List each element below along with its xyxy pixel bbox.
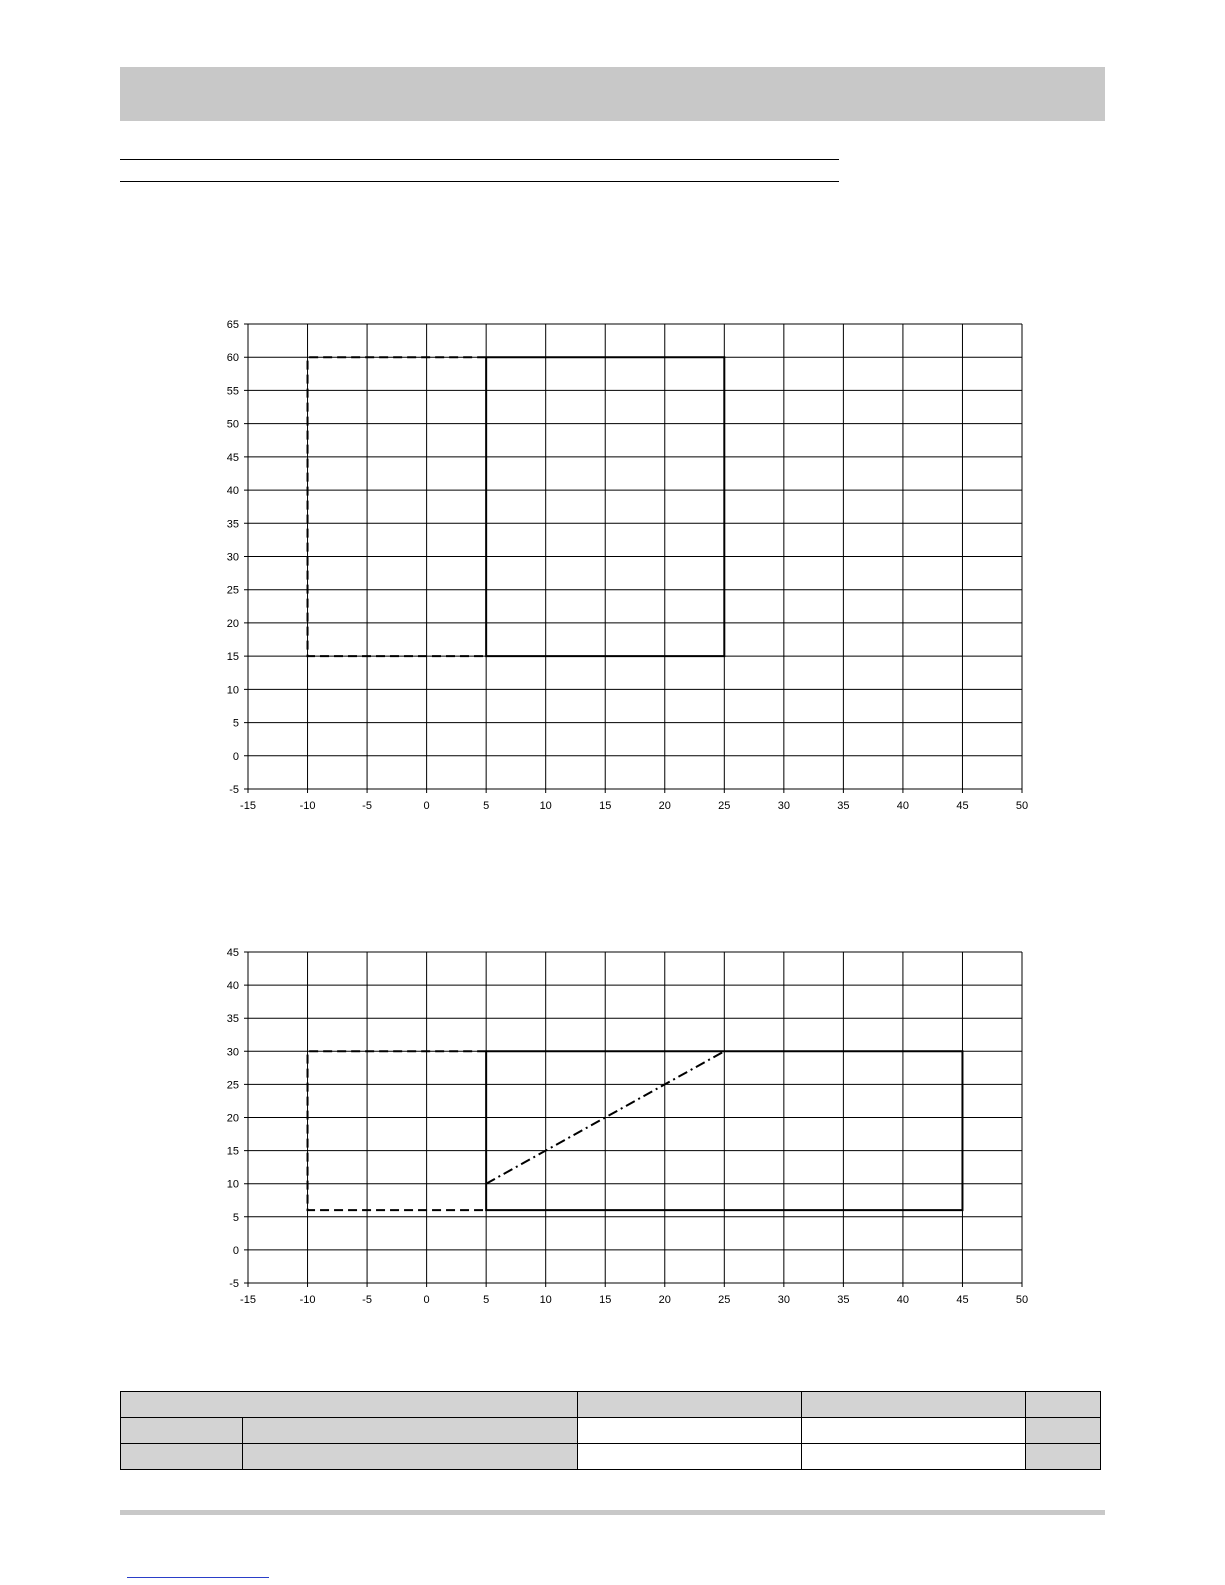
y-tick-label: 10 [226, 1178, 239, 1191]
chart-1 [200, 310, 1050, 830]
y-tick-label: -5 [229, 784, 239, 796]
y-tick-label: 10 [226, 684, 239, 697]
y-tick-label: 40 [226, 980, 239, 993]
x-tick-label: 30 [777, 1294, 790, 1306]
x-tick-label: -5 [362, 800, 372, 812]
title-rule-top [120, 159, 839, 160]
x-tick-label: 5 [483, 800, 490, 812]
y-tick-label: 55 [226, 385, 239, 398]
y-tick-label: 15 [226, 1145, 239, 1158]
x-tick-label: 20 [658, 1294, 671, 1306]
table-cell [1026, 1444, 1101, 1470]
y-tick-label: 35 [226, 518, 239, 531]
y-tick-label: 5 [232, 717, 239, 730]
y-tick-label: 0 [232, 1244, 239, 1257]
y-tick-label: 20 [226, 1112, 239, 1125]
x-tick-label: -15 [240, 800, 256, 812]
y-tick-label: 45 [226, 947, 239, 959]
x-tick-label: 30 [777, 800, 790, 812]
y-tick-label: 30 [226, 551, 239, 564]
table-cell [121, 1444, 243, 1470]
footer-link-underline[interactable] [127, 1577, 269, 1578]
x-tick-label: -5 [362, 1294, 372, 1306]
y-tick-label: 30 [226, 1046, 239, 1059]
y-tick-label: 40 [226, 485, 239, 498]
y-tick-label: 35 [226, 1013, 239, 1026]
x-tick-label: 0 [423, 800, 430, 812]
x-tick-label: 35 [837, 1294, 850, 1306]
x-tick-label: 15 [599, 1294, 612, 1306]
y-tick-label: 0 [232, 750, 239, 763]
x-tick-label: 20 [658, 800, 671, 812]
x-tick-label: 40 [896, 1294, 910, 1306]
y-tick-label: 25 [226, 584, 239, 597]
table-row [121, 1444, 1101, 1470]
table-cell [578, 1444, 802, 1470]
table-cell [243, 1444, 578, 1470]
x-tick-label: 0 [423, 1294, 430, 1306]
x-tick-label: 50 [1015, 1294, 1029, 1306]
x-tick-label: 40 [896, 800, 910, 812]
table-header-cell [1026, 1392, 1101, 1418]
series-line-dashed [308, 1051, 487, 1210]
x-tick-label: 35 [837, 800, 850, 812]
x-tick-label: 10 [539, 800, 552, 812]
chart-2 [200, 940, 1050, 1325]
y-tick-label: 15 [226, 651, 239, 664]
table-header-cell [578, 1392, 802, 1418]
table-cell [802, 1444, 1026, 1470]
table-cell [1026, 1418, 1101, 1444]
table-row [121, 1418, 1101, 1444]
x-tick-label: 50 [1015, 800, 1029, 812]
x-tick-label: -15 [240, 1294, 256, 1306]
x-tick-label: 25 [718, 800, 731, 812]
y-tick-label: 65 [226, 319, 239, 331]
table-header-cell [121, 1392, 578, 1418]
table-header-cell [802, 1392, 1026, 1418]
y-tick-label: -5 [229, 1278, 239, 1290]
page-footer-band [120, 1510, 1105, 1515]
x-tick-label: 5 [483, 1294, 490, 1306]
table-cell [121, 1418, 243, 1444]
table-cell [802, 1418, 1026, 1444]
x-tick-label: 10 [539, 1294, 552, 1306]
data-table [120, 1391, 1101, 1470]
series-line-dashed [308, 357, 487, 656]
x-tick-label: 45 [956, 1294, 969, 1306]
table-cell [243, 1418, 578, 1444]
x-tick-label: 25 [718, 1294, 731, 1306]
y-tick-label: 5 [232, 1211, 239, 1224]
x-tick-label: 15 [599, 800, 612, 812]
title-rule-bottom [120, 181, 839, 182]
y-tick-label: 20 [226, 617, 239, 630]
table-header-row [121, 1392, 1101, 1418]
y-tick-label: 45 [226, 451, 239, 464]
page-header-band [120, 67, 1105, 121]
y-tick-label: 25 [226, 1079, 239, 1092]
y-tick-label: 60 [226, 352, 239, 365]
y-tick-label: 50 [226, 418, 239, 431]
x-tick-label: -10 [299, 800, 316, 812]
table-cell [578, 1418, 802, 1444]
x-tick-label: 45 [956, 800, 969, 812]
x-tick-label: -10 [299, 1294, 316, 1306]
